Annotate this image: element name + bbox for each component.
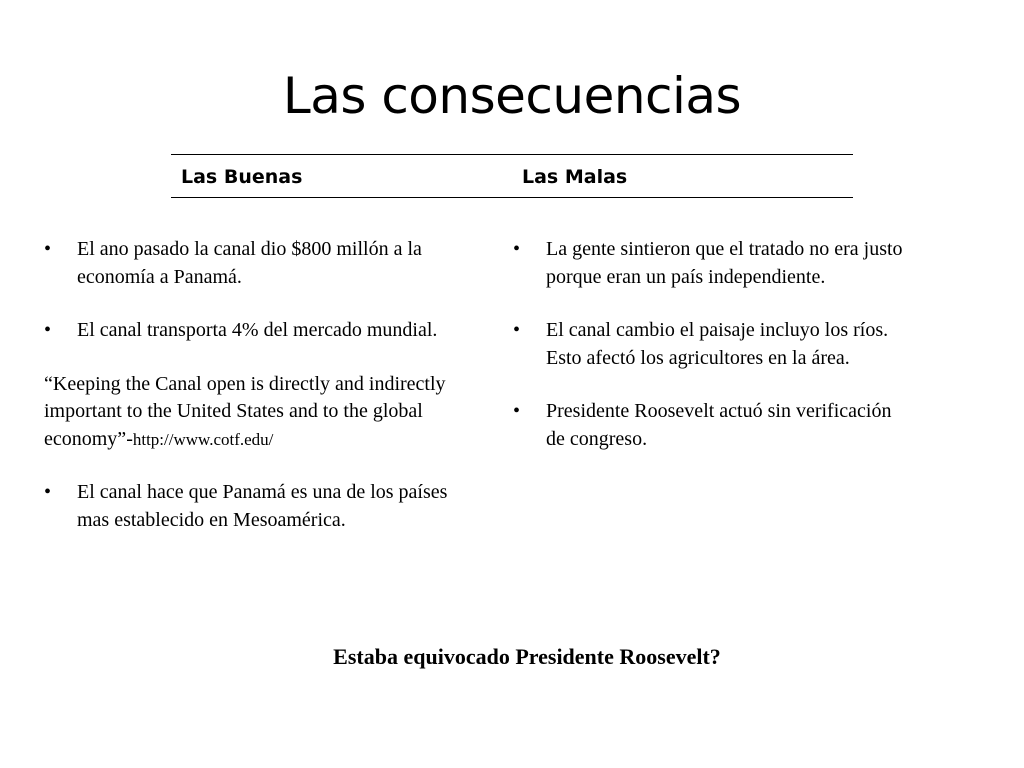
buenas-list-continued [44,479,464,534]
slide-title: Las consecuencias [282,67,742,125]
bullet-icon: • [513,238,521,260]
list-item [513,236,913,291]
bullet-icon: • [513,400,521,422]
list-item-text: El canal transporta 4% del mercado mundial. [77,319,438,341]
quote [44,371,464,454]
header-las-buenas: Las Buenas [181,166,303,188]
list-item [513,398,913,453]
list-item-text: El canal hace que Panamá es una de los países mas establecido en Mesoamérica. [77,481,448,531]
list-item [44,317,464,345]
list-item-text: La gente sintieron que el tratado no era justo porque eran un país independiente. [546,238,903,288]
list-item [44,236,464,291]
malas-list [513,236,913,453]
list-item-text: El canal cambio el paisaje incluyo los ríos. Esto afectó los agricultores en la área. [546,319,889,369]
malas-column [513,236,913,479]
bullet-icon: • [44,238,52,260]
closing-question: Estaba equivocado Presidente Roosevelt? [333,644,721,669]
quote-text: “Keeping the Canal open is directly and indirectly important to the United States and to the global economy”- [44,372,446,450]
bullet-icon: • [44,319,52,341]
header-las-malas: Las Malas [522,166,628,188]
table-header [171,154,853,198]
buenas-column [44,236,464,560]
list-item-text: Presidente Roosevelt actuó sin verificación de congreso. [546,400,892,450]
bullet-icon: • [44,481,52,503]
list-item [44,479,464,534]
quote-source-url: http://www.cotf.edu/ [132,429,274,449]
buenas-list [44,236,464,345]
list-item [513,317,913,372]
list-item-text: El ano pasado la canal dio $800 millón a la economía a Panamá. [77,238,422,288]
bullet-icon: • [513,319,521,341]
